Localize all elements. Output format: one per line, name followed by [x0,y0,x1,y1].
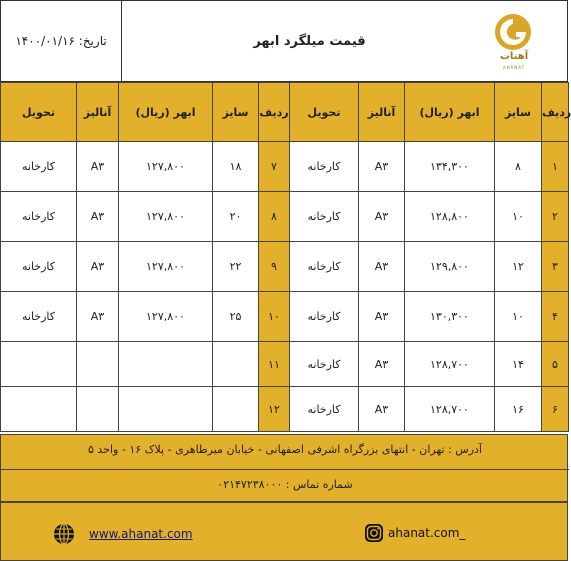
cell-radif: ۹ [259,242,290,292]
cell-radif: ۳ [542,242,569,292]
logo [457,1,567,81]
instagram-link[interactable] [364,523,465,543]
cell-price: ۱۲۷,۸۰۰ [119,142,213,192]
cell-analysis: A۳ [77,242,119,292]
cell-delivery: کارخانه [290,242,359,292]
cell-size: ۱۲ [495,242,542,292]
website-text[interactable]: www.ahanat.com [89,527,193,541]
header-analysis-left: آنالیز [77,83,119,142]
cell-size: ۱۴ [495,342,542,387]
cell-price: ۱۲۸,۸۰۰ [405,192,495,242]
cell-price: ۱۲۷,۸۰۰ [119,192,213,242]
cell-delivery [1,342,77,387]
cell-analysis: A۳ [359,192,405,242]
cell-radif: ۱۱ [259,342,290,387]
cell-analysis: A۳ [359,242,405,292]
price-table [0,82,569,432]
cell-size: ۲۰ [213,192,259,242]
cell-radif: ۸ [259,192,290,242]
footer-divider [1,469,569,470]
cell-size: ۱۸ [213,142,259,192]
header-price-left: ابهر (ریال) [119,83,213,142]
logo-subtext: AHANAT [502,65,526,70]
header [0,0,568,82]
cell-radif: ۱۲ [259,387,290,432]
cell-price: ۱۳۰,۳۰۰ [405,292,495,342]
table-row [1,342,569,387]
cell-size: ۲۲ [213,242,259,292]
cell-analysis [77,342,119,387]
instagram-icon [364,523,384,543]
cell-radif: ۷ [259,142,290,192]
cell-price [119,387,213,432]
cell-delivery: کارخانه [290,142,359,192]
cell-delivery [1,387,77,432]
cell-delivery: کارخانه [1,192,77,242]
cell-radif: ۱۰ [259,292,290,342]
header-delivery-left: تحویل [1,83,77,142]
phone-text: شماره تماس : ۰۲۱۴۷۲۳۸۰۰۰ [217,478,353,491]
footer [0,434,568,502]
cell-analysis: A۳ [77,192,119,242]
cell-delivery: کارخانه [1,292,77,342]
cell-radif: ۵ [542,342,569,387]
cell-radif: ۱ [542,142,569,192]
header-size-left: سایز [213,83,259,142]
logo-icon [494,13,532,51]
cell-radif: ۲ [542,192,569,242]
cell-size [213,342,259,387]
cell-size: ۱۶ [495,387,542,432]
header-price-right: ابهر (ریال) [405,83,495,142]
date-label: تاریخ: ۱۴۰۰/۰۱/۱۶ [1,1,122,81]
contact-bar [0,502,568,561]
table-header-row [1,83,569,142]
cell-price: ۱۲۷,۸۰۰ [119,292,213,342]
cell-price: ۱۳۴,۳۰۰ [405,142,495,192]
table-row [1,292,569,342]
cell-radif: ۴ [542,292,569,342]
cell-analysis: A۳ [77,292,119,342]
cell-delivery: کارخانه [290,192,359,242]
cell-analysis: A۳ [359,142,405,192]
cell-radif: ۶ [542,387,569,432]
cell-analysis: A۳ [359,387,405,432]
table-row [1,242,569,292]
cell-analysis: A۳ [359,342,405,387]
cell-analysis: A۳ [77,142,119,192]
table-row [1,192,569,242]
cell-delivery: کارخانه [290,387,359,432]
table-row [1,142,569,192]
page-title: قیمت میلگرد ابهر [253,33,366,49]
cell-price: ۱۲۸,۷۰۰ [405,387,495,432]
cell-delivery: کارخانه [290,342,359,387]
cell-size [213,387,259,432]
table-row [1,387,569,432]
address-text: آدرس : تهران - انتهای بزرگراه اشرفی اصفهانی - خیابان میرطاهری - پلاک ۱۶ - واحد ۵ [88,443,482,456]
cell-price: ۱۲۷,۸۰۰ [119,242,213,292]
cell-price: ۱۲۸,۷۰۰ [405,342,495,387]
logo-text: آهنات [499,51,529,62]
cell-delivery: کارخانه [1,242,77,292]
cell-analysis: A۳ [359,292,405,342]
cell-price: ۱۲۹,۸۰۰ [405,242,495,292]
cell-delivery: کارخانه [290,292,359,342]
header-size-right: سایز [495,83,542,142]
header-analysis-right: آنالیز [359,83,405,142]
header-radif-right: ردیف [542,83,569,142]
website-link[interactable] [53,523,193,545]
header-radif-left: ردیف [259,83,290,142]
instagram-text[interactable]: ahanat.com_ [388,526,466,540]
header-delivery-right: تحویل [290,83,359,142]
cell-price [119,342,213,387]
cell-size: ۱۰ [495,292,542,342]
cell-analysis [77,387,119,432]
cell-delivery: کارخانه [1,142,77,192]
cell-size: ۲۵ [213,292,259,342]
cell-size: ۱۰ [495,192,542,242]
cell-size: ۸ [495,142,542,192]
globe-icon [53,523,75,545]
